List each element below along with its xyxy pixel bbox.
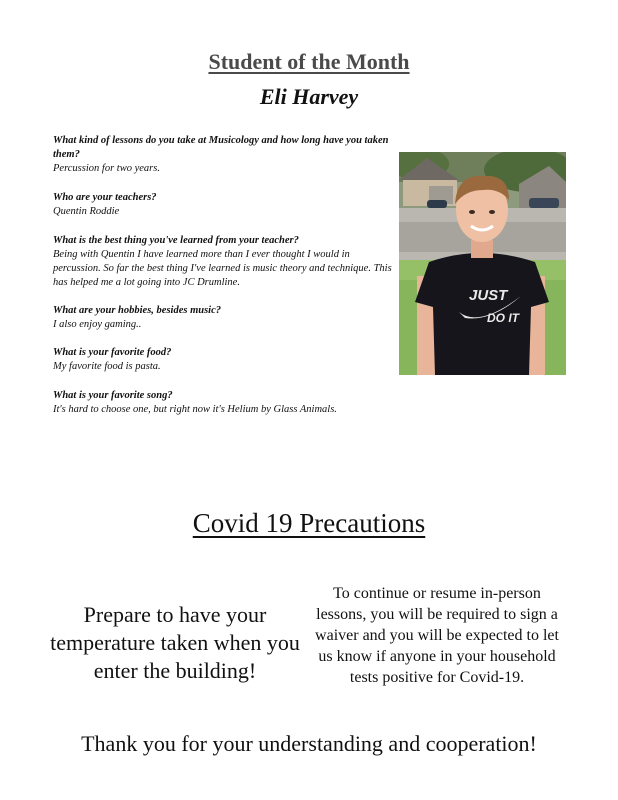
page-title: Student of the Month xyxy=(208,49,410,74)
question: Who are your teachers? xyxy=(53,192,157,203)
shirt-text-top: JUST xyxy=(469,287,508,304)
answer: My favorite food is pasta. xyxy=(53,361,161,372)
qa-item xyxy=(53,389,398,417)
student-name: Eli Harvey xyxy=(259,84,359,109)
question: What is the best thing you've learned from your teacher? xyxy=(53,235,299,246)
waiver-notice: To continue or resume in-person lessons, you will be required to sign a waiver and you will be expected to let us know if anyone in your household tests positive for Covid-19. xyxy=(315,585,559,686)
answer: Being with Quentin I have learned more than I ever thought I would in percussion. So far the best thing I've learned is music theory and technique. This has helped me a lot going into JC Drumline. xyxy=(53,249,392,288)
student-photo xyxy=(399,152,566,375)
answer: Quentin Roddie xyxy=(53,206,120,217)
answer: It's hard to choose one, but right now it's Helium by Glass Animals. xyxy=(53,404,337,415)
qa-item xyxy=(53,191,398,219)
answer: I also enjoy gaming.. xyxy=(53,319,142,330)
qa-item xyxy=(53,304,398,332)
covid-section-title: Covid 19 Precautions xyxy=(192,508,426,538)
qa-item xyxy=(53,234,398,290)
question: What is your favorite song? xyxy=(53,390,173,401)
question: What is your favorite food? xyxy=(53,347,172,358)
temperature-notice: Prepare to have your temperature taken when you enter the building! xyxy=(50,602,300,683)
qa-item xyxy=(53,346,398,374)
answer: Percussion for two years. xyxy=(53,163,160,174)
question: What are your hobbies, besides music? xyxy=(53,305,222,316)
question: What kind of lessons do you take at Musicology and how long have you taken them? xyxy=(53,135,389,160)
qa-item xyxy=(53,134,398,176)
shirt-text-bottom: DO IT xyxy=(487,311,519,325)
thank-you-message: Thank you for your understanding and cooperation! xyxy=(81,731,537,756)
